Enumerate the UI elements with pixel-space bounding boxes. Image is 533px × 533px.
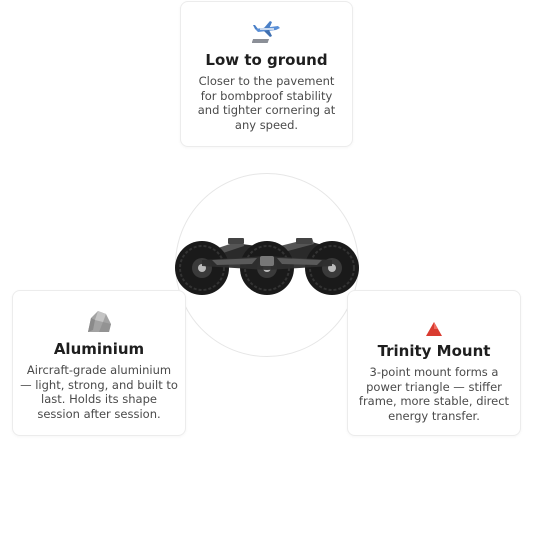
card-title: Low to ground bbox=[205, 51, 328, 69]
card-title: Trinity Mount bbox=[377, 342, 491, 360]
red-triangle-icon bbox=[425, 321, 443, 337]
skate-frame-image bbox=[172, 230, 362, 300]
wheel-front bbox=[175, 241, 229, 295]
feature-card-aluminium bbox=[12, 290, 186, 436]
wheel-rear bbox=[305, 241, 359, 295]
card-description: 3-point mount forms a power triangle — stiffer frame, more stable, direct energy transfer. bbox=[358, 365, 510, 423]
card-description: Closer to the pavement for bombproof stability and tighter cornering at any speed. bbox=[197, 74, 336, 132]
airplane-icon bbox=[252, 20, 282, 46]
card-description: Aircraft-grade aluminium — light, strong, and built to last. Holds its shape session after session. bbox=[20, 363, 178, 421]
rock-icon bbox=[85, 308, 113, 336]
feature-card-low-to-ground bbox=[180, 1, 353, 147]
feature-card-trinity-mount bbox=[347, 290, 521, 436]
card-title: Aluminium bbox=[53, 340, 145, 358]
